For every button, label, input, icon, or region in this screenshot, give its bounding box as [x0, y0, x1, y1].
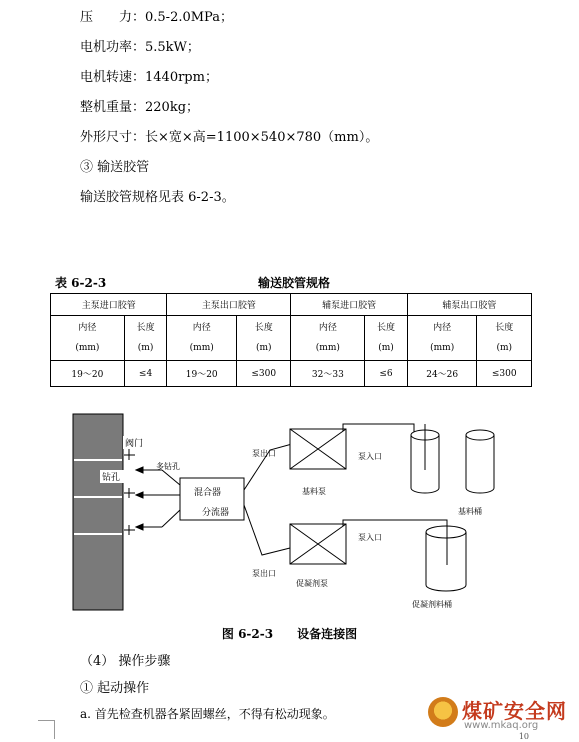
accelerator-pump-label: 促凝剂泵	[296, 579, 328, 588]
sub-header: 长度 (m)	[124, 316, 167, 361]
hose-intro: 输送胶管规格见表 6-2-3。	[80, 190, 235, 205]
table-cell: 19～20	[167, 361, 237, 387]
sub-header: 内径 (mm)	[407, 316, 477, 361]
watermark-logo	[428, 695, 578, 735]
pump-in-2-label: 泵入口	[358, 533, 382, 542]
group-header: 辅泵出口胶管	[407, 294, 531, 316]
sub-header: 内径 (mm)	[51, 316, 125, 361]
pump-out-1-label: 泵出口	[252, 449, 276, 458]
valve-label: 阀门	[125, 439, 144, 449]
section-heading-hose: ③ 输送胶管	[80, 160, 150, 175]
many-holes-label: 多钻孔	[156, 462, 180, 471]
table-cell: ≤300	[477, 361, 532, 387]
group-header: 主泵出口胶管	[167, 294, 291, 316]
sub-header: 内径 (mm)	[167, 316, 237, 361]
pipe	[244, 505, 290, 555]
valve-symbol	[124, 488, 135, 498]
table-cell: 24～26	[407, 361, 477, 387]
base-bucket	[466, 430, 494, 493]
group-header: 主泵进口胶管	[51, 294, 167, 316]
base-pump-label: 基料泵	[302, 487, 326, 496]
mixer-label: 混合器	[194, 488, 222, 498]
item-a: a. 首先检查机器各紧固螺丝，不得有松动现象。	[80, 707, 335, 721]
watermark-name: 煤矿安全网	[462, 699, 567, 723]
valve-symbol	[124, 525, 135, 535]
page-corner-mark	[38, 720, 55, 739]
splitter-label: 分流器	[202, 508, 230, 518]
pipe	[343, 424, 414, 434]
table-cell: ≤4	[124, 361, 167, 387]
watermark-url: www.mkaq.org	[464, 720, 539, 731]
sub-header: 内径 (mm)	[291, 316, 365, 361]
figure-caption: 图 6-2-3 设备连接图	[221, 627, 358, 641]
accelerator-bucket	[426, 526, 466, 591]
accelerator-bucket-label: 促凝剂料桶	[412, 600, 452, 609]
base-bucket-label: 基料桶	[458, 507, 482, 516]
spec-dimensions: 外形尺寸：长×宽×高=1100×540×780（mm）。	[80, 130, 379, 145]
sun-icon	[428, 697, 458, 727]
sub-header: 长度 (m)	[237, 316, 291, 361]
pump-out-2-label: 泵出口	[252, 569, 276, 578]
sub-header: 长度 (m)	[477, 316, 532, 361]
pump-in-1-label: 泵入口	[358, 452, 382, 461]
table-cell: ≤300	[237, 361, 291, 387]
spec-pressure: 压 力：0.5-2.0MPa；	[80, 10, 233, 25]
step-heading: （4） 操作步骤	[80, 654, 171, 669]
spec-motor-speed: 电机转速：1440rpm；	[80, 70, 218, 85]
table-label: 表 6-2-3	[55, 276, 107, 290]
sub-header: 长度 (m)	[365, 316, 408, 361]
flow-arrow	[136, 492, 180, 498]
group-header: 辅泵进口胶管	[291, 294, 407, 316]
spec-motor-power: 电机功率：5.5kW；	[80, 40, 200, 55]
table-cell: 32～33	[291, 361, 365, 387]
coal-wall	[73, 414, 123, 610]
drill-hole-label: 钻孔	[102, 473, 121, 483]
page-number: 10	[518, 732, 529, 741]
sub-heading-start: ① 起动操作	[80, 681, 150, 696]
spec-weight: 整机重量：220kg；	[80, 100, 200, 115]
flow-arrow	[136, 510, 180, 530]
table-title: 输送胶管规格	[258, 276, 331, 290]
table-cell: ≤6	[365, 361, 408, 387]
valve-symbol	[124, 450, 135, 460]
table-cell: 19～20	[51, 361, 125, 387]
